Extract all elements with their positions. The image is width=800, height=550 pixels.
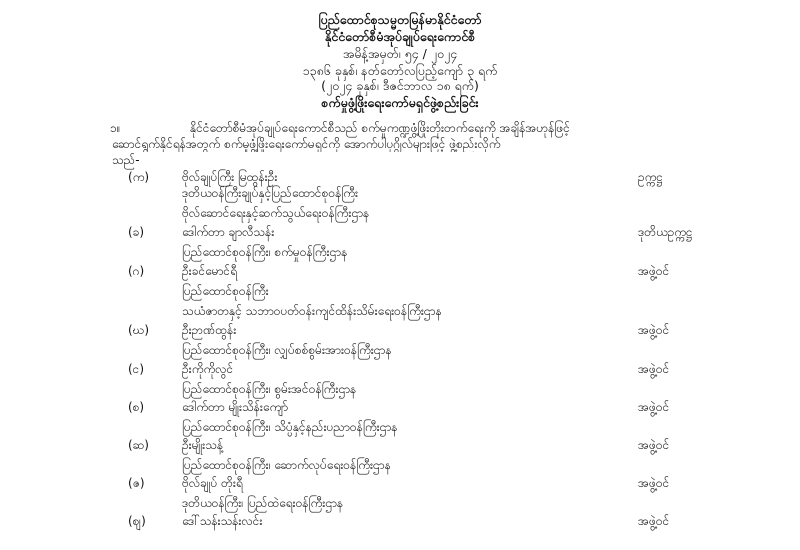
- paragraph-1: [110, 120, 712, 167]
- member-index: (င): [128, 362, 145, 376]
- paragraph-number: ၁။: [110, 121, 121, 135]
- header-country: ပြည်ထောင်စုသမ္မတမြန်မာနိုင်ငံတော်: [318, 12, 482, 27]
- member-position-line: ပြည်ထောင်စုဝန်ကြီး၊ သိပ္ပံနှင့်နည်းပညာဝန်ကြီးဌာန: [182, 420, 398, 434]
- header-gregorian-date: (၂၀၂၄ ခုနှစ်၊ ဒီဇင်ဘာလ ၁၈ ရက်): [321, 78, 479, 93]
- member-role: အဖွဲ့ဝင်: [638, 476, 670, 490]
- member-index: (စ): [128, 400, 145, 414]
- paragraph-line-1: နိုင်ငံတော်စီမံအုပ်ချုပ်ရေးကောင်စီသည် စက်မှုကဏ္ဍဖွံ့ဖြိုးတိုးတက်ရေးကို အချိန်အဟုန်ဖြင့်: [190, 121, 570, 135]
- member-position-line: ပြည်ထောင်စုဝန်ကြီး: [182, 284, 269, 298]
- member-position-line: ပြည်ထောင်စုဝန်ကြီး၊ စွမ်းအင်ဝန်ကြီးဌာန: [182, 382, 357, 396]
- member-name: ဒေါ်သန်းသန်းလင်း: [182, 514, 263, 528]
- member-position-line: ဗိုလ်ဆောင်ရေးနှင့်ဆက်သွယ်ရေးဝန်ကြီးဌာန: [182, 206, 370, 220]
- member-position-line: ဒုတိယဝန်ကြီးချုပ်နှင့်ပြည်ထောင်စုဝန်ကြီး: [182, 186, 359, 200]
- paragraph-line-3: သည်-: [112, 153, 140, 167]
- member-row: [0, 514, 800, 529]
- member-name: ဗိုလ်ချုပ်ကြီး မြထွန်းဦး: [182, 170, 278, 184]
- header-order-number: အမိန့်အမှတ်၊ ၅၄ / ၂၀၂၄: [342, 46, 458, 61]
- member-name: ဗိုလ်ချုပ် တိုးရီ: [182, 476, 243, 490]
- member-row: [0, 400, 800, 415]
- member-row: [0, 323, 800, 338]
- member-index: (ဃ): [128, 323, 150, 337]
- header-myanmar-date: ၁၃၈၆ ခုနှစ်၊ နတ်တော်လပြည့်ကျော် ၃ ရက်: [302, 63, 498, 78]
- member-index: (ဂ): [128, 264, 145, 278]
- member-index: (က): [128, 170, 150, 184]
- member-row: [0, 264, 800, 279]
- member-name: ဒေါက်တာ မျိုးသိန်းကျော်: [182, 400, 289, 414]
- member-index: (ဆ): [128, 438, 149, 452]
- member-index: (ခ): [128, 225, 145, 239]
- member-position-line: ပြည်ထောင်စုဝန်ကြီး၊ လျှပ်စစ်စွမ်းအားဝန်ကြီးဌာန: [182, 343, 392, 357]
- member-name: ဦးကိုကိုလွင်: [182, 362, 234, 376]
- member-position-line: ဒုတိယဝန်ကြီး၊ ပြည်ထဲရေးဝန်ကြီးဌာန: [182, 496, 344, 510]
- member-position-line: သယံဇာတနှင့် သဘာဝပတ်ဝန်းကျင်ထိန်းသိမ်းရေးဝန်ကြီးဌာန: [182, 304, 442, 318]
- member-role: အဖွဲ့ဝင်: [638, 362, 670, 376]
- member-row: [0, 362, 800, 377]
- member-role: ဒုတိယဥက္ကဋ္ဌ: [638, 225, 693, 239]
- member-name: ဦးဉာဏ်ထွန်း: [182, 323, 237, 337]
- member-position-line: ပြည်ထောင်စုဝန်ကြီး၊ ဆောက်လုပ်ရေးဝန်ကြီးဌာန: [182, 458, 391, 472]
- member-role: အဖွဲ့ဝင်: [638, 323, 670, 337]
- member-role: အဖွဲ့ဝင်: [638, 514, 670, 528]
- member-role: အဖွဲ့ဝင်: [638, 400, 670, 414]
- member-name: ဒေါက်တာ ချာလီသန်း: [182, 225, 275, 239]
- member-name: ဦးခင်မောင်ရီ: [182, 264, 237, 278]
- member-position-line: ပြည်ထောင်စုဝန်ကြီး၊ စက်မှုဝန်ကြီးဌာန: [182, 245, 348, 259]
- paragraph-line-2: ဆောင်ရွက်နိုင်ရန်အတွက် စက်မှုဖွံ့ဖြိုးရေးကော်မရှင်ကို အောက်ပါပုဂ္ဂိုလ်များဖြင့် ဖွဲ့စည်းလိုက်: [112, 137, 501, 151]
- member-row: [0, 225, 800, 240]
- member-index: (ဈ): [128, 514, 146, 528]
- member-role: ဥက္ကဋ္ဌ: [638, 170, 663, 184]
- member-name: ဦးမျိုးသန့်: [182, 438, 224, 452]
- member-row: [0, 476, 800, 491]
- member-role: အဖွဲ့ဝင်: [638, 438, 670, 452]
- header-council: နိုင်ငံတော်စီမံအုပ်ချုပ်ရေးကောင်စီ: [324, 29, 476, 44]
- member-role: အဖွဲ့ဝင်: [638, 264, 670, 278]
- member-index: (ဇ): [128, 476, 145, 490]
- member-row: [0, 170, 800, 185]
- document-subject: စက်မှုဖွံ့ဖြိုးရေးကော်မရှင်ဖွဲ့စည်းခြင်း: [321, 95, 479, 110]
- member-row: [0, 438, 800, 453]
